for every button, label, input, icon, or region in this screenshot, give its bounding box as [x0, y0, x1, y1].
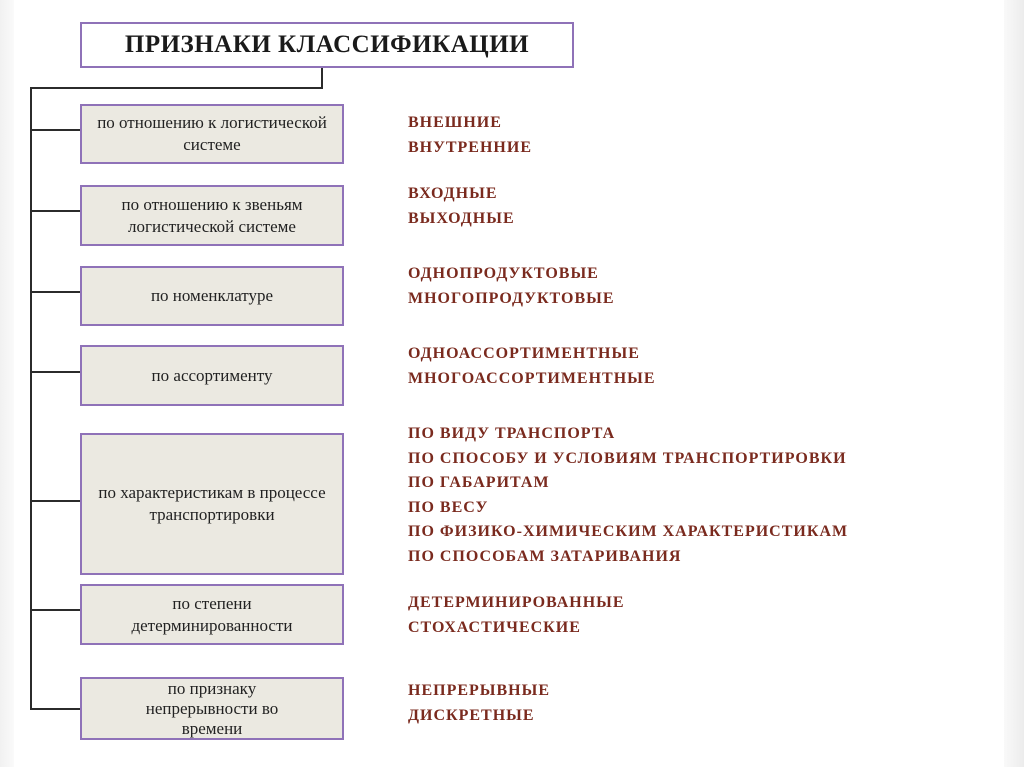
values-transport — [408, 422, 848, 569]
branch-connector-4 — [30, 371, 80, 373]
values-links — [408, 182, 515, 231]
value-item: МНОГОАССОРТИМЕНТНЫЕ — [408, 369, 656, 387]
criterion-label: по отношению к логистической системе — [97, 113, 327, 154]
value-item: МНОГОПРОДУКТОВЫЕ — [408, 289, 615, 307]
values-assortment — [408, 342, 656, 391]
values-determinism — [408, 591, 625, 640]
value-item: ПО СПОСОБУ И УСЛОВИЯМ ТРАНСПОРТИРОВКИ — [408, 449, 847, 467]
vertical-trunk-connector — [30, 87, 32, 710]
criterion-label: по характеристикам в процессе транспортировки — [98, 483, 326, 524]
criterion-box-transport — [80, 433, 344, 575]
value-item: ОДНОАССОРТИМЕНТНЫЕ — [408, 345, 640, 362]
criterion-label: по ассортименту — [151, 365, 273, 385]
branch-connector-7 — [30, 708, 80, 710]
value-item: ПО ФИЗИКО-ХИМИЧЕСКИМ ХАРАКТЕРИСТИКАМ — [408, 523, 849, 540]
value-item: ВЫХОДНЫЕ — [408, 209, 515, 227]
value-item: НЕПРЕРЫВНЫЕ — [408, 682, 550, 699]
value-item: ВХОДНЫЕ — [408, 185, 498, 202]
value-item: ПО ВИДУ ТРАНСПОРТА — [408, 425, 616, 442]
criterion-box-determinism — [80, 584, 344, 645]
branch-connector-2 — [30, 210, 80, 212]
value-item: ВНУТРЕННИЕ — [408, 138, 532, 156]
criterion-box-links — [80, 185, 344, 246]
title-stem-connector — [321, 68, 323, 88]
value-item: ПО ВЕСУ — [408, 498, 489, 516]
value-item: ДЕТЕРМИНИРОВАННЫЕ — [408, 594, 625, 611]
branch-connector-3 — [30, 291, 80, 293]
criterion-label: по отношению к звеньям логистической системе — [121, 194, 303, 236]
criterion-box-logistic-system — [80, 104, 344, 164]
diagram-title: ПРИЗНАКИ КЛАССИФИКАЦИИ — [124, 31, 530, 58]
branch-connector-6 — [30, 609, 80, 611]
value-item: СТОХАСТИЧЕСКИЕ — [408, 618, 581, 636]
value-item: ПО СПОСОБАМ ЗАТАРИВАНИЯ — [408, 547, 682, 565]
branch-connector-5 — [30, 500, 80, 502]
branch-connector-1 — [30, 129, 80, 131]
criterion-label: по степени детерминированности — [131, 593, 293, 635]
value-item: ДИСКРЕТНЫЕ — [408, 706, 535, 724]
value-item: ВНЕШНИЕ — [408, 114, 502, 131]
slide-left-edge — [0, 0, 14, 767]
values-continuity — [408, 679, 550, 728]
slide-right-edge — [1004, 0, 1024, 767]
criterion-box-nomenclature — [80, 266, 344, 326]
criterion-label: по номенклатуре — [150, 286, 274, 305]
values-nomenclature — [408, 262, 615, 311]
values-logistic-system — [408, 111, 532, 160]
top-horizontal-connector — [30, 87, 323, 89]
criterion-box-assortment — [80, 345, 344, 406]
criterion-label: по признаку непрерывности во времени — [145, 678, 279, 738]
value-item: ПО ГАБАРИТАМ — [408, 474, 550, 491]
value-item: ОДНОПРОДУКТОВЫЕ — [408, 265, 599, 282]
criterion-box-continuity — [80, 677, 344, 740]
diagram-title-box — [80, 22, 574, 68]
